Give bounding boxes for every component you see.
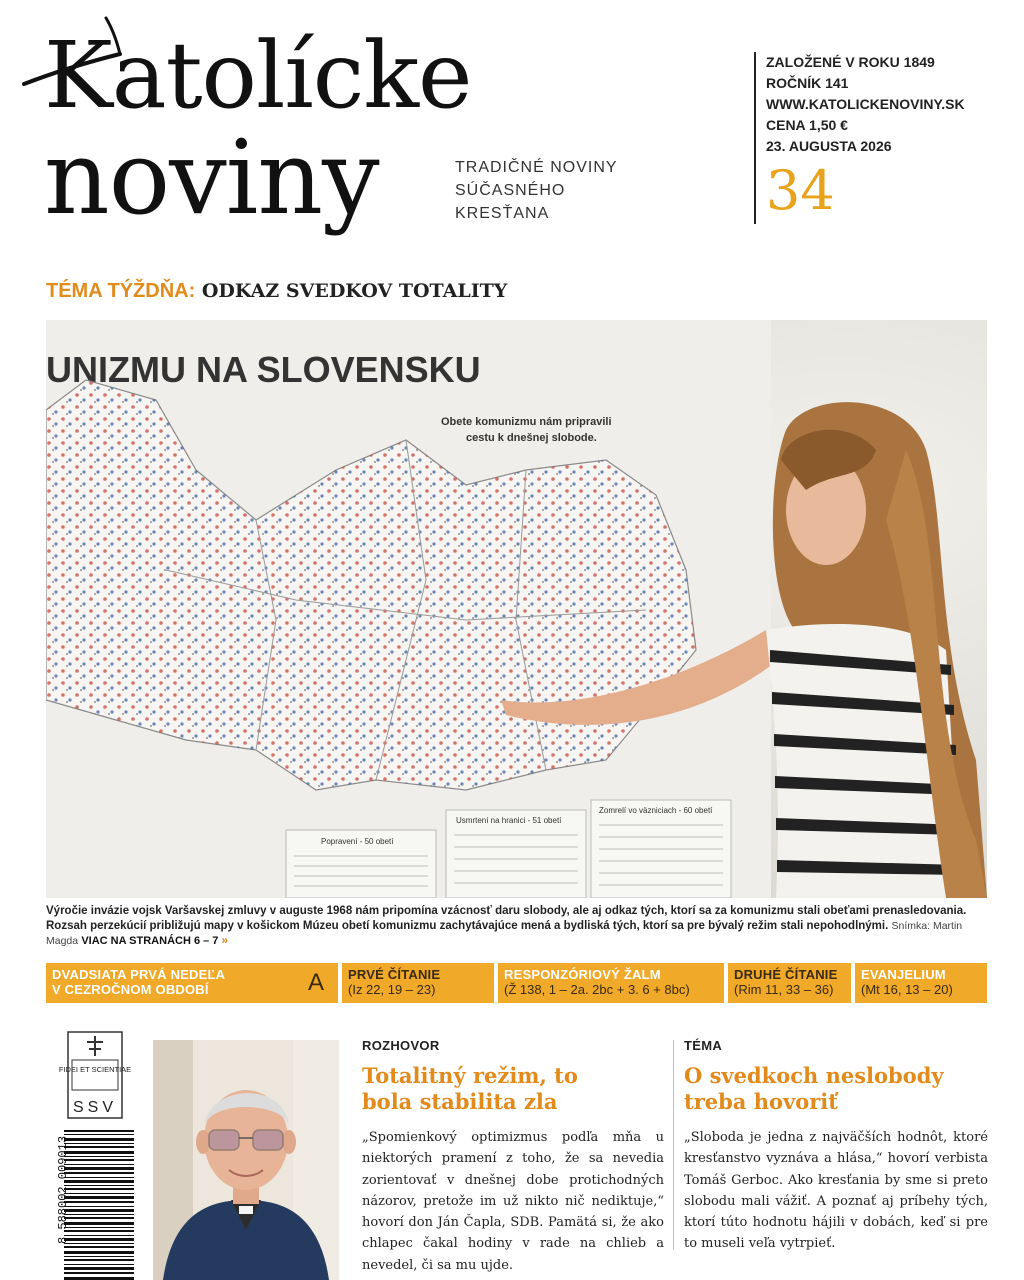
- table3-title: Zomrelí vo väzniciach - 60 obetí: [599, 806, 713, 815]
- map-note-line2: cestu k dnešnej slobode.: [466, 432, 597, 444]
- portrait-illustration: [153, 1040, 339, 1280]
- photo-caption: [46, 904, 986, 949]
- portrait-photo: [153, 1040, 339, 1280]
- publisher-motto: FIDEI ET SCIENTIAE: [58, 1065, 132, 1074]
- founded-text: ZALOŽENÉ V ROKU 1849: [766, 54, 935, 70]
- volume-text: ROČNÍK 141: [766, 75, 849, 91]
- map-heading: UNIZMU NA SLOVENSKU: [46, 349, 481, 390]
- table2-title: Usmrtení na hranici - 51 obetí: [456, 816, 562, 825]
- masthead-line1: Katolícke: [44, 22, 472, 129]
- liturgy-sunday: [46, 963, 338, 1003]
- main-photo: [46, 320, 987, 898]
- masthead-line2: noviny: [44, 119, 379, 238]
- article-body: „Sloboda je jedna z najväčších hodnôt, ktoré kresťanstvo vyznáva a hlása,“ hovorí verbista Tomáš Gerboc. Ako kresťania by sme si preto slobodu mali vážiť. A poznať aj príbehy tých, ktorí túto hodnotu hájili v dobách, keď si pre to museli veľa vytrpieť.: [684, 1130, 988, 1252]
- article-interview[interactable]: [362, 1038, 664, 1276]
- liturgy-second-reading: [728, 963, 851, 1003]
- theme-title: ODKAZ SVEDKOV TOTALITY: [201, 280, 508, 302]
- liturgical-cycle: A: [307, 969, 324, 996]
- tagline-line: KRESŤANA: [455, 205, 550, 222]
- column-divider: [673, 1040, 674, 1250]
- date-text: 23. AUGUSTA 2026: [766, 138, 892, 154]
- first-reading-title: PRVÉ ČÍTANIE: [348, 967, 441, 982]
- more-pages-link[interactable]: VIAC NA STRANÁCH 6 – 7: [81, 935, 219, 947]
- publisher-letters: SSV: [72, 1099, 118, 1116]
- barcode-digits: 8 588002 009013: [56, 1135, 70, 1244]
- second-reading-ref: (Rim 11, 33 – 36): [734, 982, 834, 997]
- liturgy-gospel: [855, 963, 987, 1003]
- sunday-line1: DVADSIATA PRVÁ NEDEĽA: [52, 967, 226, 982]
- theme-header: [46, 279, 986, 303]
- masthead-swoosh-icon: [20, 14, 130, 104]
- psalm-ref: (Ž 138, 1 – 2a. 2bc + 3. 6 + 8bc): [504, 982, 690, 997]
- issue-number: 34: [766, 159, 835, 222]
- caption-text: Výročie invázie vojsk Varšavskej zmluvy v auguste 1968 nám pripomína vzácnosť daru slobody, ale aj odkaz tých, ktorí sa za komunizmu stali obeťami prenasledovania. Rozsah perzekúcií približujú mapy v košickom Múzeu obetí komunizmu zachytávajúce mená a bydliská tých, ktorí sa pre bývalý režim stali nepohodlnými.: [46, 905, 967, 932]
- website-link[interactable]: WWW.KATOLICKENOVINY.SK: [766, 96, 965, 112]
- psalm-title: RESPONZÓRIOVÝ ŽALM: [504, 967, 661, 982]
- article-kicker: TÉMA: [684, 1038, 723, 1053]
- liturgy-bar: [46, 963, 987, 1003]
- gospel-ref: (Mt 16, 13 – 20): [861, 982, 953, 997]
- issue-info: [754, 52, 1004, 224]
- tagline-line: TRADIČNÉ NOVINY: [455, 159, 618, 176]
- article-headline[interactable]: Totalitný režim, to bola stabilita zla: [362, 1063, 578, 1114]
- theme-label: TÉMA TÝŽDŇA:: [46, 280, 196, 302]
- tagline: [455, 156, 655, 225]
- table1-title: Popravení - 50 obetí: [321, 837, 394, 846]
- article-headline[interactable]: O svedkoch neslobody treba hovoriť: [684, 1063, 944, 1114]
- gospel-title: EVANJELIUM: [861, 967, 946, 982]
- article-kicker: ROZHOVOR: [362, 1038, 440, 1053]
- double-arrow-icon: »: [221, 935, 229, 947]
- article-theme[interactable]: [684, 1038, 988, 1255]
- article-body: „Spomienkový optimizmus podľa mňa u niektorých pramení z toho, že sa nevedia zorientovať v dnešnej dobe protichodných názorov, pretože im už nikto nič nediktuje,“ hovorí don Ján Čapla, SDB. Pamätá si, že ako chlapec čakal hodiny v rade na chlieb a nevedel, či sa mu ujde.: [362, 1130, 664, 1273]
- map-note-line1: Obete komunizmu nám pripravili: [441, 416, 612, 428]
- price-text: CENA 1,50 €: [766, 117, 848, 133]
- first-reading-ref: (Iz 22, 19 – 23): [348, 982, 436, 997]
- tagline-line: SÚČASNÉHO: [455, 182, 566, 199]
- photo-credit: Snímka: Martin Magda: [46, 920, 963, 947]
- map-illustration: [46, 320, 987, 898]
- liturgy-first-reading: [342, 963, 494, 1003]
- second-reading-title: DRUHÉ ČÍTANIE: [734, 967, 838, 982]
- sunday-line2: V CEZROČNOM OBDOBÍ: [52, 982, 209, 997]
- liturgy-psalm: [498, 963, 724, 1003]
